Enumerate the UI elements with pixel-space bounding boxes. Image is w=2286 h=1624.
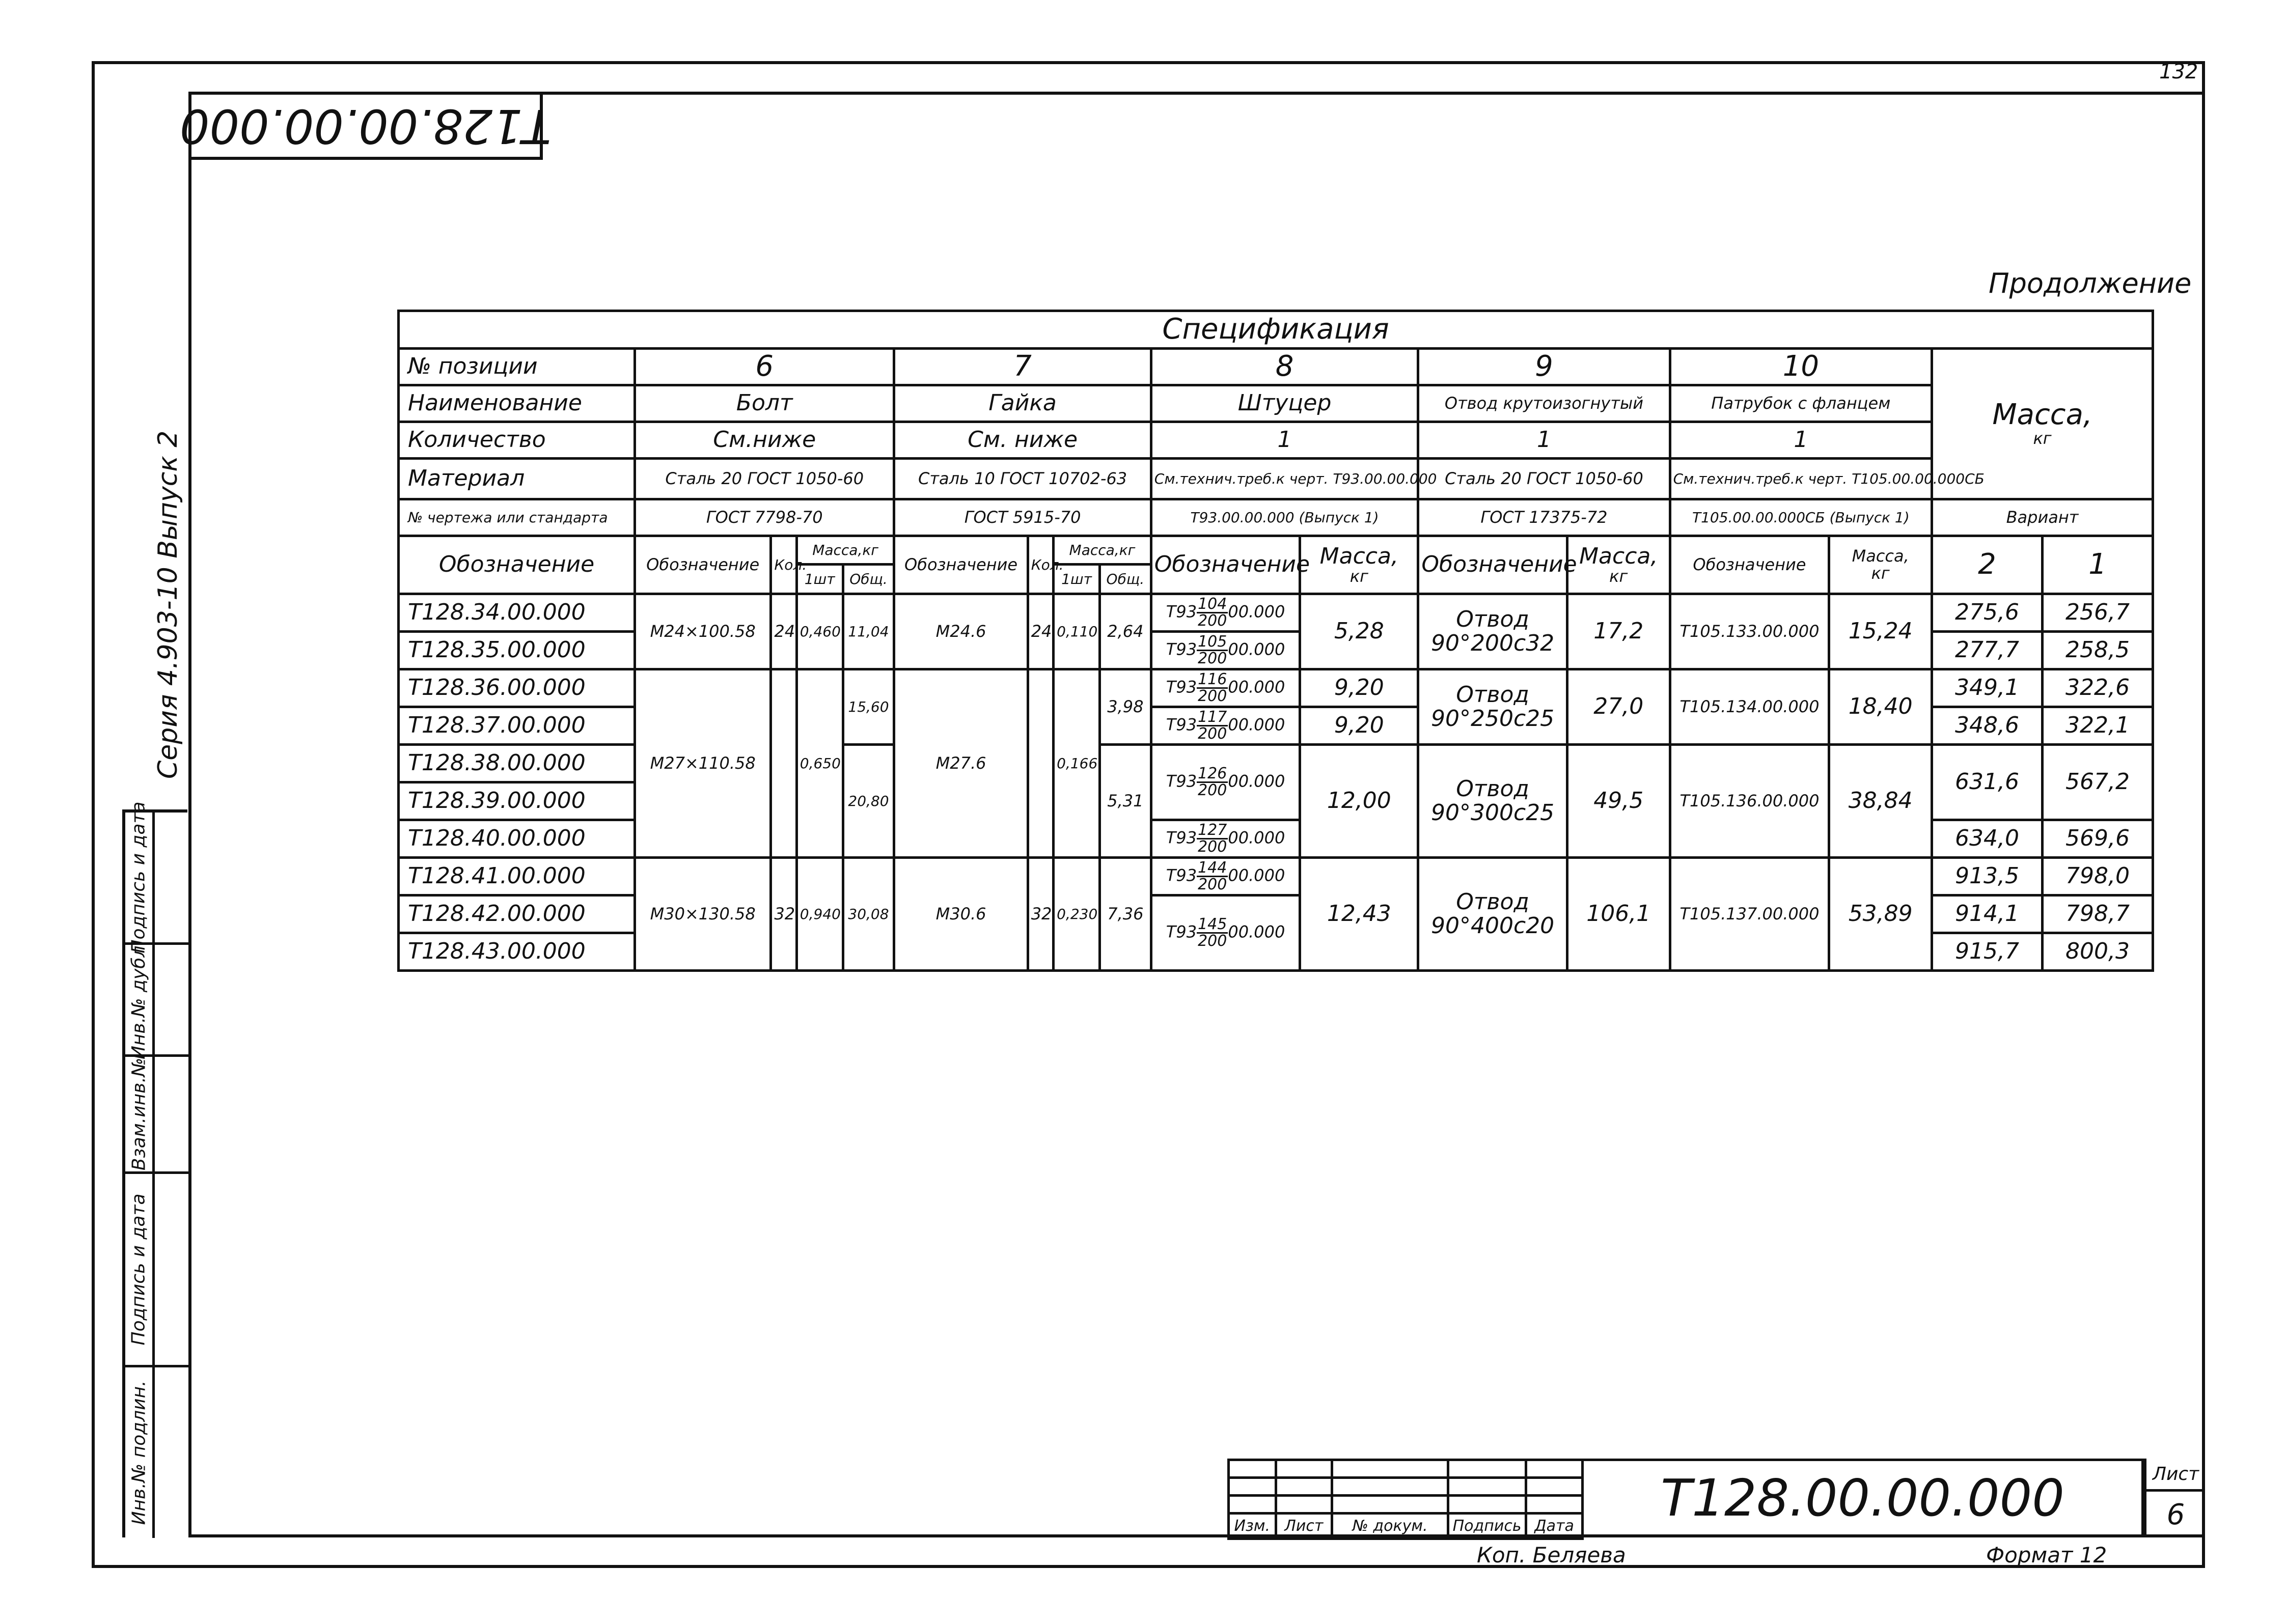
strip-cell-inv-dub: Инв.№ дубл.	[125, 945, 190, 1057]
rev-col-change: Изм.	[1229, 1514, 1276, 1539]
drawing-6: ГОСТ 7798-70	[635, 499, 894, 536]
variant-1-mass: 569,6	[2042, 820, 2153, 858]
format-label: Формат 12	[1986, 1543, 2107, 1567]
nut-mass-total: 7,36	[1099, 858, 1151, 971]
bolt-mass-one: 0,650	[796, 669, 843, 858]
bend-designation: Отвод 90°200с32	[1418, 594, 1567, 669]
pipe-mass: 38,84	[1829, 745, 1932, 858]
name-6: Болт	[635, 385, 894, 422]
variant-1-mass: 322,1	[2042, 707, 2153, 745]
fitting-designation: Т93 $\frac{116}{200}$ 00.000	[1151, 669, 1300, 707]
table-row-designation: Т128.37.00.000	[399, 707, 635, 745]
bend-designation-header: Обозначение	[1418, 536, 1567, 594]
row-label-name: Наименование	[399, 385, 635, 422]
fitting-mass: 5,28	[1300, 594, 1418, 669]
material-6: Сталь 20 ГОСТ 1050-60	[635, 459, 894, 499]
spec-title: Спецификация	[399, 311, 2153, 349]
variant-2-mass: 348,6	[1932, 707, 2043, 745]
copied-by: Коп. Беляева	[1477, 1543, 1626, 1567]
qty-6: См.ниже	[635, 422, 894, 459]
row-label-quantity: Количество	[399, 422, 635, 459]
fitting-mass: 9,20	[1300, 707, 1418, 745]
drawing-9: ГОСТ 17375-72	[1418, 499, 1670, 536]
fitting-designation: Т93 $\frac{126}{200}$ 00.000	[1151, 745, 1300, 820]
bend-designation: Отвод 90°400с20	[1418, 858, 1567, 971]
rev-col-doc: № докум.	[1332, 1514, 1448, 1539]
drawing-8: Т93.00.00.000 (Выпуск 1)	[1151, 499, 1418, 536]
name-10: Патрубок с фланцем	[1670, 385, 1932, 422]
qty-7: См. ниже	[894, 422, 1151, 459]
strip-cell-replace-inv: Взам.инв.№	[125, 1057, 190, 1174]
pipe-designation: Т105.136.00.000	[1670, 745, 1829, 858]
strip-cell-sign-date-1: Подпись и дата	[125, 813, 190, 945]
continuation-label: Продолжение	[1989, 267, 2192, 299]
nut-qty: 32	[1028, 858, 1053, 971]
table-row-designation: Т128.38.00.000	[399, 745, 635, 782]
designation-header: Обозначение	[399, 536, 635, 594]
nut-mass-header: Масса,кг	[1054, 536, 1151, 565]
fitting-designation-header: Обозначение	[1151, 536, 1300, 594]
nut-qty	[1028, 669, 1053, 858]
table-row-designation: Т128.40.00.000	[399, 820, 635, 858]
strip-cell-inv-orig: Инв.№ подлин.	[125, 1367, 190, 1541]
pos-7: 7	[894, 349, 1151, 385]
nut-designation: М30.6	[894, 858, 1028, 971]
bolt-mass-total: 20,80	[843, 745, 894, 858]
title-block	[1227, 1459, 2205, 1537]
bend-designation: Отвод 90°250с25	[1418, 669, 1567, 745]
variant-2-mass: 277,7	[1932, 632, 2043, 669]
bolt-mass-total: 15,60	[843, 669, 894, 745]
bolt-designation: М24×100.58	[635, 594, 771, 669]
variant-2-mass: 634,0	[1932, 820, 2043, 858]
bend-mass: 27,0	[1567, 669, 1670, 745]
variant-2-mass: 913,5	[1932, 858, 2043, 895]
nut-qty-header: Кол.	[1028, 536, 1053, 594]
bolt-mass-total: 11,04	[843, 594, 894, 669]
nut-designation-header: Обозначение	[894, 536, 1028, 594]
bend-mass: 49,5	[1567, 745, 1670, 858]
bend-designation: Отвод 90°300с25	[1418, 745, 1567, 858]
qty-10: 1	[1670, 422, 1932, 459]
bolt-qty	[771, 669, 796, 858]
pipe-mass: 18,40	[1829, 669, 1932, 745]
bolt-one-header: 1шт	[796, 565, 843, 594]
table-row-designation: Т128.34.00.000	[399, 594, 635, 632]
fitting-mass: 12,00	[1300, 745, 1418, 858]
bend-mass-header: Масса, кг	[1567, 536, 1670, 594]
nut-mass-one: 0,166	[1054, 669, 1100, 858]
nut-mass-total: 3,98	[1099, 669, 1151, 745]
variant-1-mass: 256,7	[2042, 594, 2153, 632]
variant-1-mass: 258,5	[2042, 632, 2153, 669]
pipe-designation-header: Обозначение	[1670, 536, 1829, 594]
bolt-designation-header: Обозначение	[635, 536, 771, 594]
fitting-designation: Т93 $\frac{105}{200}$ 00.000	[1151, 632, 1300, 669]
variant-2-mass: 631,6	[1932, 745, 2043, 820]
nut-qty: 24	[1028, 594, 1053, 669]
row-label-drawing: № чертежа или стандарта	[399, 499, 635, 536]
table-row-designation: Т128.35.00.000	[399, 632, 635, 669]
bolt-mass-header: Масса,кг	[796, 536, 894, 565]
name-7: Гайка	[894, 385, 1151, 422]
bolt-mass-total: 30,08	[843, 858, 894, 971]
sheet-box	[2144, 1459, 2205, 1537]
variant-2-mass: 349,1	[1932, 669, 2043, 707]
fitting-designation: Т93 $\frac{127}{200}$ 00.000	[1151, 820, 1300, 858]
fitting-mass: 12,43	[1300, 858, 1418, 971]
strip-cell-sign-date-2: Подпись и дата	[125, 1174, 190, 1367]
variant-2-mass: 915,7	[1932, 933, 2043, 971]
pipe-designation: Т105.133.00.000	[1670, 594, 1829, 669]
name-8: Штуцер	[1151, 385, 1418, 422]
fitting-mass: 9,20	[1300, 669, 1418, 707]
sheet-label: Лист	[2146, 1459, 2205, 1492]
drawing-10: Т105.00.00.000СБ (Выпуск 1)	[1670, 499, 1932, 536]
pipe-mass-header: Масса, кг	[1829, 536, 1932, 594]
material-10: См.технич.треб.к черт. Т105.00.00.000СБ	[1670, 459, 1932, 499]
qty-9: 1	[1418, 422, 1670, 459]
variant-header: Вариант	[1932, 499, 2153, 536]
table-row-designation: Т128.42.00.000	[399, 895, 635, 933]
nut-mass-one: 0,110	[1054, 594, 1100, 669]
variant-1-mass: 798,7	[2042, 895, 2153, 933]
pipe-mass: 53,89	[1829, 858, 1932, 971]
bolt-qty: 32	[771, 858, 796, 971]
nut-designation: М24.6	[894, 594, 1028, 669]
nut-one-header: 1шт	[1054, 565, 1100, 594]
fitting-designation: Т93 $\frac{104}{200}$ 00.000	[1151, 594, 1300, 632]
table-row-designation: Т128.39.00.000	[399, 782, 635, 820]
pos-6: 6	[635, 349, 894, 385]
nut-mass-total: 2,64	[1099, 594, 1151, 669]
variant-1-mass: 322,6	[2042, 669, 2153, 707]
table-row-designation: Т128.43.00.000	[399, 933, 635, 971]
pos-9: 9	[1418, 349, 1670, 385]
revision-grid	[1227, 1459, 1584, 1540]
bend-mass: 17,2	[1567, 594, 1670, 669]
rev-col-sheet: Лист	[1276, 1514, 1332, 1539]
bolt-qty: 24	[771, 594, 796, 669]
rev-col-sign: Подпись	[1448, 1514, 1526, 1539]
variant-1-mass: 800,3	[2042, 933, 2153, 971]
variant-1-mass: 798,0	[2042, 858, 2153, 895]
bolt-mass-one: 0,940	[796, 858, 843, 971]
row-label-position: № позиции	[399, 349, 635, 385]
nut-designation: М27.6	[894, 669, 1028, 858]
specification-table	[397, 310, 2154, 972]
bolt-designation: М27×110.58	[635, 669, 771, 858]
name-9: Отвод крутоизогнутый	[1418, 385, 1670, 422]
variant-2-header: 2	[1932, 536, 2043, 594]
fitting-designation: Т93 $\frac{144}{200}$ 00.000	[1151, 858, 1300, 895]
pos-10: 10	[1670, 349, 1932, 385]
pipe-designation: Т105.137.00.000	[1670, 858, 1829, 971]
variant-1-mass: 567,2	[2042, 745, 2153, 820]
pos-8: 8	[1151, 349, 1418, 385]
pipe-mass: 15,24	[1829, 594, 1932, 669]
table-row-designation: Т128.41.00.000	[399, 858, 635, 895]
variant-2-mass: 914,1	[1932, 895, 2043, 933]
fitting-designation: Т93 $\frac{145}{200}$ 00.000	[1151, 895, 1300, 971]
document-code: Т128.00.00.000	[1584, 1459, 2144, 1537]
qty-8: 1	[1151, 422, 1418, 459]
rev-col-date: Дата	[1526, 1514, 1583, 1539]
page-number: 132	[2159, 60, 2198, 83]
material-8: См.технич.треб.к черт. Т93.00.00.000	[1151, 459, 1418, 499]
bolt-qty-header: Кол.	[771, 536, 796, 594]
variant-2-mass: 275,6	[1932, 594, 2043, 632]
row-label-material: Материал	[399, 459, 635, 499]
series-label: Серия 4.903-10 Выпуск 2	[153, 430, 183, 779]
mass-header: Масса, кг	[1932, 349, 2153, 499]
nut-mass-total: 5,31	[1099, 745, 1151, 858]
material-7: Сталь 10 ГОСТ 10702-63	[894, 459, 1151, 499]
nut-total-header: Общ.	[1099, 565, 1151, 594]
material-9: Сталь 20 ГОСТ 1050-60	[1418, 459, 1670, 499]
bolt-designation: М30×130.58	[635, 858, 771, 971]
drawing-7: ГОСТ 5915-70	[894, 499, 1151, 536]
bolt-total-header: Общ.	[843, 565, 894, 594]
table-row-designation: Т128.36.00.000	[399, 669, 635, 707]
bend-mass: 106,1	[1567, 858, 1670, 971]
nut-mass-one: 0,230	[1054, 858, 1100, 971]
pipe-designation: Т105.134.00.000	[1670, 669, 1829, 745]
bolt-mass-one: 0,460	[796, 594, 843, 669]
fitting-mass-header: Масса, кг	[1300, 536, 1418, 594]
fitting-designation: Т93 $\frac{117}{200}$ 00.000	[1151, 707, 1300, 745]
variant-1-header: 1	[2042, 536, 2153, 594]
mirrored-code-stamp: Т128.00.00.000	[191, 95, 543, 160]
left-signature-strip	[122, 801, 187, 1537]
sheet-number: 6	[2166, 1498, 2185, 1531]
